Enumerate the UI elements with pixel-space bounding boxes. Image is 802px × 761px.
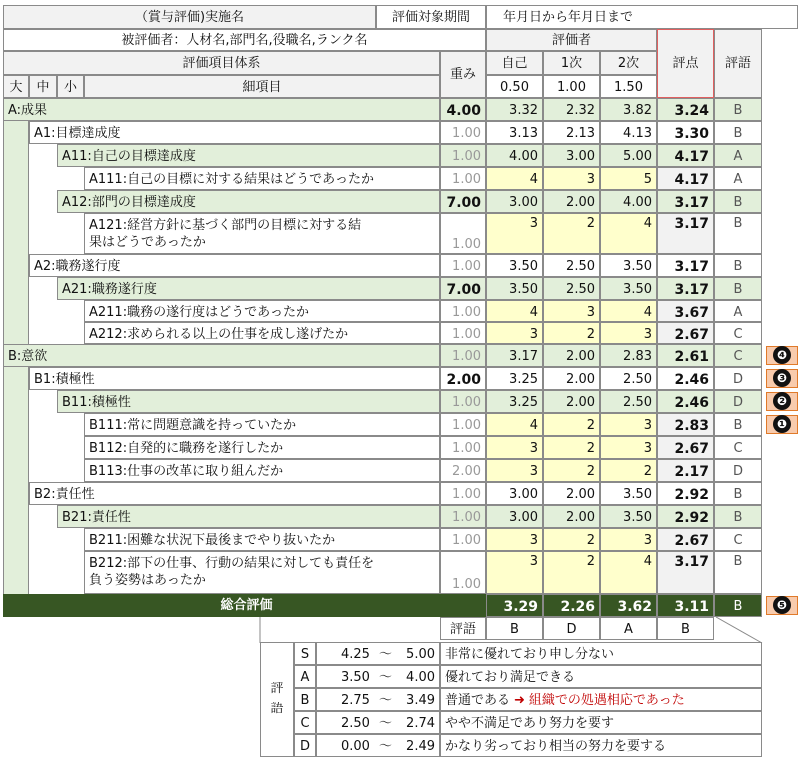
total-score: 3.11 bbox=[657, 594, 714, 617]
legend-range-to: 2.74 bbox=[406, 716, 435, 731]
item-grade: B bbox=[714, 551, 762, 594]
item-score: 2.46 bbox=[657, 390, 714, 413]
item-grade: C bbox=[714, 322, 762, 344]
item-first-score: 2.00 bbox=[543, 505, 600, 528]
item-label-line1: A121:経営方針に基づく部門の目標に対する結 bbox=[89, 218, 362, 233]
legend-grade: C bbox=[294, 711, 316, 734]
legend-range-to: 3.49 bbox=[406, 693, 435, 708]
col-mid: 中 bbox=[29, 75, 57, 98]
step-badge: ❹ bbox=[773, 346, 791, 364]
item-self-score: 3.13 bbox=[486, 121, 543, 144]
item-score: 2.46 bbox=[657, 367, 714, 390]
item-label: A1:目標達成度 bbox=[29, 121, 440, 144]
item-self-score: 4 bbox=[486, 167, 543, 190]
item-score: 2.83 bbox=[657, 413, 714, 436]
item-self-score: 3 bbox=[486, 322, 543, 344]
item-second-score: 3.50 bbox=[600, 505, 657, 528]
item-self-score: 3.32 bbox=[486, 98, 543, 121]
item-weight: 1.00 bbox=[440, 551, 486, 594]
item-label: A11:自己の目標達成度 bbox=[57, 144, 440, 167]
item-label: B1:積極性 bbox=[29, 367, 440, 390]
item-self-score: 4 bbox=[486, 413, 543, 436]
item-weight: 1.00 bbox=[440, 213, 486, 254]
legend-title-1: 評 bbox=[270, 682, 284, 696]
item-second-score: 4 bbox=[600, 300, 657, 322]
legend-desc bbox=[440, 665, 762, 688]
item-score: 3.17 bbox=[657, 254, 714, 277]
evaluatee-cell: 被評価者：人材名,部門名,役職名,ランク名 bbox=[3, 29, 486, 51]
item-grade: C bbox=[714, 436, 762, 459]
item-grade: B bbox=[714, 121, 762, 144]
legend-grade: B bbox=[294, 688, 316, 711]
grade-row-score: B bbox=[657, 617, 714, 640]
legend-range-tilde: 〜 bbox=[379, 647, 393, 662]
total-second: 3.62 bbox=[600, 594, 657, 617]
item-self-score: 4.00 bbox=[486, 144, 543, 167]
item-weight: 1.00 bbox=[440, 300, 486, 322]
item-first-score: 2.50 bbox=[543, 277, 600, 300]
legend-range-to: 4.00 bbox=[406, 670, 435, 685]
legend-desc-text: 非常に優れており申し分ない bbox=[445, 647, 615, 662]
col-detail: 細項目 bbox=[84, 75, 440, 98]
item-grade: B bbox=[714, 98, 762, 121]
item-weight: 1.00 bbox=[440, 413, 486, 436]
item-self-score: 3.50 bbox=[486, 254, 543, 277]
item-grade: B bbox=[714, 213, 762, 254]
period-value: 年月日から年月日まで bbox=[486, 5, 798, 29]
weight-header: 重み bbox=[440, 51, 486, 98]
legend-range-to: 2.49 bbox=[406, 739, 435, 754]
item-second-score: 2 bbox=[600, 459, 657, 482]
item-first-score: 3 bbox=[543, 167, 600, 190]
item-weight: 1.00 bbox=[440, 121, 486, 144]
item-weight: 2.00 bbox=[440, 459, 486, 482]
self-weight: 0.50 bbox=[486, 75, 543, 98]
item-score: 3.30 bbox=[657, 121, 714, 144]
item-weight: 1.00 bbox=[440, 436, 486, 459]
legend-grade: A bbox=[294, 665, 316, 688]
second-weight: 1.50 bbox=[600, 75, 657, 98]
item-label: B211:困難な状況下最後までやり抜いたか bbox=[84, 528, 440, 551]
item-first-score: 2.32 bbox=[543, 98, 600, 121]
item-label: B113:仕事の改革に取り組んだか bbox=[84, 459, 440, 482]
item-label-line1: B212:部下の仕事、行動の結果に対しても責任を bbox=[89, 556, 375, 571]
legend-range bbox=[316, 734, 440, 757]
item-weight: 4.00 bbox=[440, 98, 486, 121]
item-self-score: 3.00 bbox=[486, 505, 543, 528]
item-first-score: 2.00 bbox=[543, 367, 600, 390]
item-label: A111:自己の目標に対する結果はどうであったか bbox=[84, 167, 440, 190]
item-grade: D bbox=[714, 459, 762, 482]
item-first-score: 2.50 bbox=[543, 254, 600, 277]
item-first-score: 3 bbox=[543, 300, 600, 322]
item-first-score: 2.00 bbox=[543, 390, 600, 413]
item-self-score: 3.17 bbox=[486, 344, 543, 367]
item-first-score: 2 bbox=[543, 459, 600, 482]
legend-title-2: 語 bbox=[270, 702, 284, 716]
legend-grade: D bbox=[294, 734, 316, 757]
grade-header: 評語 bbox=[714, 29, 762, 98]
item-first-score: 2 bbox=[543, 413, 600, 436]
item-score: 2.67 bbox=[657, 528, 714, 551]
legend-range-from: 4.25 bbox=[341, 647, 370, 662]
legend-range-to: 5.00 bbox=[406, 647, 435, 662]
legend-desc-text: 普通である bbox=[445, 693, 511, 708]
legend-range-from: 2.50 bbox=[341, 716, 370, 731]
item-second-score: 3.50 bbox=[600, 254, 657, 277]
item-label: B111:常に問題意識を持っていたか bbox=[84, 413, 440, 436]
item-self-score: 3 bbox=[486, 528, 543, 551]
item-label bbox=[84, 213, 440, 254]
item-weight: 1.00 bbox=[440, 144, 486, 167]
item-self-score: 3 bbox=[486, 551, 543, 594]
item-weight: 1.00 bbox=[440, 505, 486, 528]
item-label: A:成果 bbox=[3, 98, 440, 121]
item-score: 3.17 bbox=[657, 213, 714, 254]
item-score: 3.17 bbox=[657, 277, 714, 300]
item-score: 2.17 bbox=[657, 459, 714, 482]
legend-range-tilde: 〜 bbox=[379, 739, 393, 754]
item-label: B11:積極性 bbox=[57, 390, 440, 413]
item-self-score: 3.00 bbox=[486, 482, 543, 505]
item-score: 2.61 bbox=[657, 344, 714, 367]
total-label-cell: 総合評価 bbox=[3, 594, 486, 617]
legend-range bbox=[316, 642, 440, 665]
arrow-right-icon: ➜ bbox=[514, 693, 525, 708]
system-header: 評価項目体系 bbox=[3, 51, 440, 75]
item-grade: A bbox=[714, 167, 762, 190]
legend-range-from: 3.50 bbox=[341, 670, 370, 685]
second-header: 2次 bbox=[600, 51, 657, 75]
item-label bbox=[84, 551, 440, 594]
legend-desc-text: 優れており満足できる bbox=[445, 670, 576, 685]
item-first-score: 2 bbox=[543, 551, 600, 594]
item-grade: B bbox=[714, 505, 762, 528]
item-self-score: 3.25 bbox=[486, 367, 543, 390]
item-grade: C bbox=[714, 528, 762, 551]
indent-guide-b bbox=[3, 367, 29, 594]
item-weight: 1.00 bbox=[440, 254, 486, 277]
total-badge: ❺ bbox=[773, 596, 791, 614]
item-first-score: 2 bbox=[543, 213, 600, 254]
item-first-score: 3.00 bbox=[543, 144, 600, 167]
item-self-score: 3.25 bbox=[486, 390, 543, 413]
item-score: 3.17 bbox=[657, 551, 714, 594]
item-label-line2: 負う姿勢はあったか bbox=[89, 573, 206, 588]
item-second-score: 3 bbox=[600, 528, 657, 551]
item-second-score: 3 bbox=[600, 322, 657, 344]
item-second-score: 3.82 bbox=[600, 98, 657, 121]
first-header: 1次 bbox=[543, 51, 600, 75]
item-weight: 1.00 bbox=[440, 528, 486, 551]
item-weight: 1.00 bbox=[440, 322, 486, 344]
legend-desc bbox=[440, 711, 762, 734]
period-label: 評価対象期間 bbox=[376, 5, 486, 29]
legend-range-tilde: 〜 bbox=[379, 693, 393, 708]
item-grade: B bbox=[714, 190, 762, 213]
step-badge: ❶ bbox=[773, 415, 791, 433]
item-self-score: 3 bbox=[486, 436, 543, 459]
item-label: A2:職務遂行度 bbox=[29, 254, 440, 277]
legend-range bbox=[316, 711, 440, 734]
legend-range-tilde: 〜 bbox=[379, 670, 393, 685]
item-first-score: 2 bbox=[543, 528, 600, 551]
item-label: B112:自発的に職務を遂行したか bbox=[84, 436, 440, 459]
legend-desc bbox=[440, 642, 762, 665]
grade-row-second: A bbox=[600, 617, 657, 640]
item-grade: A bbox=[714, 300, 762, 322]
legend-desc-text: かなり劣っており相当の努力を要する bbox=[445, 739, 667, 754]
item-second-score: 3 bbox=[600, 436, 657, 459]
grade-row-label: 評語 bbox=[440, 617, 486, 640]
evaluators-header: 評価者 bbox=[486, 29, 657, 51]
item-second-score: 2.50 bbox=[600, 367, 657, 390]
item-second-score: 2.50 bbox=[600, 390, 657, 413]
legend-range-from: 0.00 bbox=[341, 739, 370, 754]
item-grade: B bbox=[714, 482, 762, 505]
item-second-score: 5.00 bbox=[600, 144, 657, 167]
item-second-score: 2.83 bbox=[600, 344, 657, 367]
item-label: B21:責任性 bbox=[57, 505, 440, 528]
item-weight: 1.00 bbox=[440, 390, 486, 413]
legend-connector bbox=[250, 617, 770, 645]
item-self-score: 3.00 bbox=[486, 190, 543, 213]
item-weight: 1.00 bbox=[440, 167, 486, 190]
item-first-score: 2.00 bbox=[543, 190, 600, 213]
item-first-score: 2.00 bbox=[543, 482, 600, 505]
col-large: 大 bbox=[3, 75, 29, 98]
item-first-score: 2.00 bbox=[543, 344, 600, 367]
item-weight: 7.00 bbox=[440, 277, 486, 300]
item-score: 3.67 bbox=[657, 300, 714, 322]
item-weight: 1.00 bbox=[440, 482, 486, 505]
item-second-score: 3.50 bbox=[600, 482, 657, 505]
item-second-score: 4.13 bbox=[600, 121, 657, 144]
item-weight: 7.00 bbox=[440, 190, 486, 213]
item-grade: A bbox=[714, 144, 762, 167]
item-score: 2.92 bbox=[657, 505, 714, 528]
legend-desc bbox=[440, 734, 762, 757]
item-grade: D bbox=[714, 367, 762, 390]
self-header: 自己 bbox=[486, 51, 543, 75]
item-first-score: 2 bbox=[543, 322, 600, 344]
item-grade: B bbox=[714, 413, 762, 436]
item-grade: D bbox=[714, 390, 762, 413]
item-score: 2.67 bbox=[657, 322, 714, 344]
total-first: 2.26 bbox=[543, 594, 600, 617]
score-header: 評点 bbox=[657, 29, 714, 98]
item-label: A21:職務遂行度 bbox=[57, 277, 440, 300]
legend-grade: S bbox=[294, 642, 316, 665]
item-second-score: 3.50 bbox=[600, 277, 657, 300]
item-label: B:意欲 bbox=[3, 344, 440, 367]
item-grade: B bbox=[714, 254, 762, 277]
item-first-score: 2.13 bbox=[543, 121, 600, 144]
item-label: A212:求められる以上の仕事を成し遂げたか bbox=[84, 322, 440, 344]
item-first-score: 2 bbox=[543, 436, 600, 459]
step-badge: ❷ bbox=[773, 392, 791, 410]
title-cell: （賞与評価)実施名 bbox=[3, 5, 376, 29]
item-score: 2.92 bbox=[657, 482, 714, 505]
item-score: 3.24 bbox=[657, 98, 714, 121]
total-self: 3.29 bbox=[486, 594, 543, 617]
item-weight: 1.00 bbox=[440, 344, 486, 367]
legend-desc bbox=[440, 688, 762, 711]
legend-range-tilde: 〜 bbox=[379, 716, 393, 731]
first-weight: 1.00 bbox=[543, 75, 600, 98]
item-second-score: 4.00 bbox=[600, 190, 657, 213]
grade-row-first: D bbox=[543, 617, 600, 640]
item-label-line2: 果はどうであったか bbox=[89, 235, 206, 250]
item-grade: C bbox=[714, 344, 762, 367]
legend-desc-text: やや不満足であり努力を要す bbox=[445, 716, 615, 731]
item-self-score: 4 bbox=[486, 300, 543, 322]
legend-range bbox=[316, 665, 440, 688]
item-second-score: 4 bbox=[600, 213, 657, 254]
item-grade: B bbox=[714, 277, 762, 300]
step-badge: ❸ bbox=[773, 369, 791, 387]
item-label: A12:部門の目標達成度 bbox=[57, 190, 440, 213]
total-grade: B bbox=[714, 594, 762, 617]
item-weight: 2.00 bbox=[440, 367, 486, 390]
item-score: 2.67 bbox=[657, 436, 714, 459]
item-self-score: 3 bbox=[486, 459, 543, 482]
item-second-score: 4 bbox=[600, 551, 657, 594]
item-score: 4.17 bbox=[657, 167, 714, 190]
item-label: A211:職務の遂行度はどうであったか bbox=[84, 300, 440, 322]
item-second-score: 5 bbox=[600, 167, 657, 190]
item-second-score: 3 bbox=[600, 413, 657, 436]
item-self-score: 3.50 bbox=[486, 277, 543, 300]
legend-range-from: 2.75 bbox=[341, 693, 370, 708]
grade-row-self: B bbox=[486, 617, 543, 640]
legend-title bbox=[260, 642, 294, 757]
item-label: B2:責任性 bbox=[29, 482, 440, 505]
item-self-score: 3 bbox=[486, 213, 543, 254]
item-score: 4.17 bbox=[657, 144, 714, 167]
item-score: 3.17 bbox=[657, 190, 714, 213]
legend-note: 組織での処遇相応であった bbox=[528, 693, 685, 708]
indent-guide-a bbox=[3, 121, 29, 344]
col-small: 小 bbox=[57, 75, 84, 98]
legend-range bbox=[316, 688, 440, 711]
